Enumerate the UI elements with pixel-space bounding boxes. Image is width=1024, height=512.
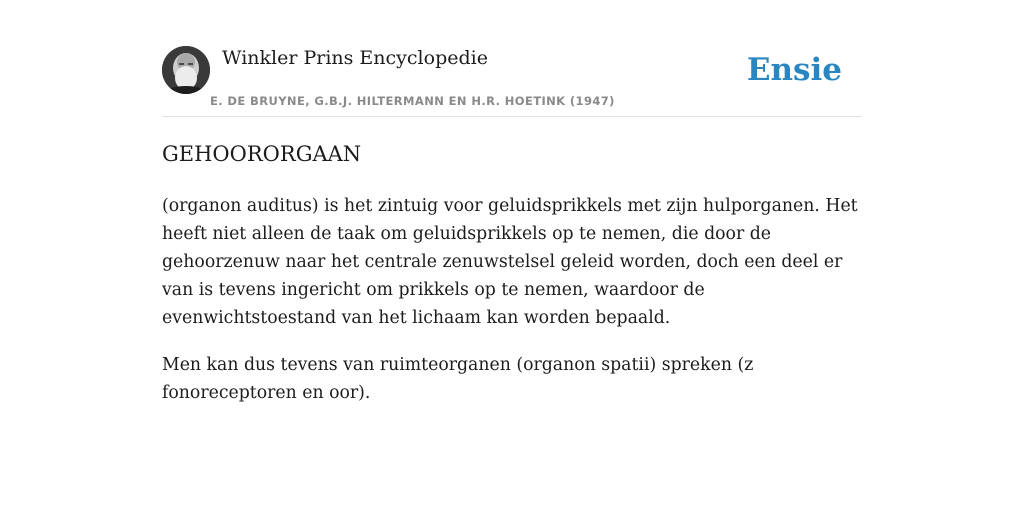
entry-body [162, 192, 862, 426]
entry-headword: GEHOORORGAAN [162, 142, 362, 166]
header [162, 46, 862, 117]
entry-paragraph: (organon auditus) is het zintuig voor geluidsprikkels met zijn hulporganen. Het heeft niet alleen de taak om geluidsprikkels op te nemen, die door de gehoorzenuw naar het centrale zenuwstelsel geleid worden, doch een deel er van is tevens ingericht om prikkels op te nemen, waardoor de evenwichtstoestand van het lichaam kan worden bepaald. [162, 196, 858, 328]
ensie-logo-link[interactable]: Ensie [746, 52, 842, 88]
entry-paragraph: Men kan dus tevens van ruimteorganen (organon spatii) spreken (z fonoreceptoren en oor). [162, 355, 754, 403]
portrait-image [162, 46, 210, 94]
authors-line: E. DE BRUYNE, G.B.J. HILTERMANN EN H.R. HOETINK (1947) [210, 94, 615, 108]
publication-title: Winkler Prins Encyclopedie [222, 47, 488, 69]
author-avatar [162, 46, 210, 94]
